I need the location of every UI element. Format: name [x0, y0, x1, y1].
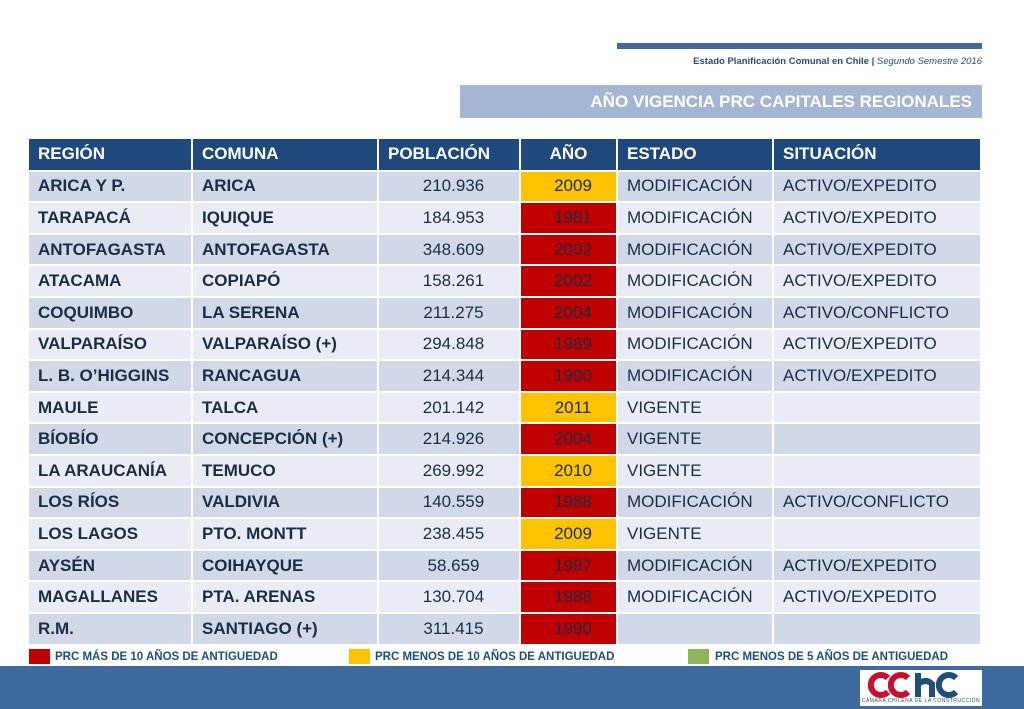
cell-region: COQUIMBO — [29, 297, 192, 329]
column-header-estado: ESTADO — [617, 139, 773, 171]
table-row — [29, 360, 981, 392]
cell-situacion: ACTIVO/EXPEDITO — [773, 329, 981, 361]
cell-region: L. B. O’HIGGINS — [29, 360, 192, 392]
cell-situacion: ACTIVO/EXPEDITO — [773, 171, 981, 203]
cell-situacion: ACTIVO/EXPEDITO — [773, 234, 981, 266]
cell-poblacion: 294.848 — [378, 329, 520, 361]
cell-comuna: PTO. MONTT — [192, 518, 378, 550]
cell-region: MAULE — [29, 392, 192, 424]
footer-bar — [0, 666, 1024, 709]
cell-region: LA ARAUCANÍA — [29, 455, 192, 487]
table-row — [29, 487, 981, 519]
cell-situacion — [773, 518, 981, 550]
cell-poblacion: 311.415 — [378, 613, 520, 645]
cell-estado: MODIFICACIÓN — [617, 487, 773, 519]
cell-situacion: ACTIVO/EXPEDITO — [773, 202, 981, 234]
cchc-logo — [860, 670, 982, 706]
cell-region: BÍOBÍO — [29, 423, 192, 455]
prc-table — [29, 139, 982, 646]
cell-region: MAGALLANES — [29, 581, 192, 613]
cell-poblacion: 211.275 — [378, 297, 520, 329]
cell-anio: 1990 — [520, 613, 617, 645]
cell-comuna: COIHAYQUE — [192, 550, 378, 582]
cell-anio: 2010 — [520, 455, 617, 487]
cell-region: ATACAMA — [29, 265, 192, 297]
column-header-situacion: SITUACIÓN — [773, 139, 981, 171]
cell-region: TARAPACÁ — [29, 202, 192, 234]
cell-poblacion: 238.455 — [378, 518, 520, 550]
cell-estado: VIGENTE — [617, 518, 773, 550]
cell-comuna: CONCEPCIÓN (+) — [192, 423, 378, 455]
cell-comuna: ARICA — [192, 171, 378, 203]
cell-estado: VIGENTE — [617, 423, 773, 455]
cell-region: LOS LAGOS — [29, 518, 192, 550]
legend-label-red: PRC MÁS DE 10 AÑOS DE ANTIGUEDAD — [55, 651, 278, 663]
table-row — [29, 392, 981, 424]
logo-tagline: CÁMARA CHILENA DE LA CONSTRUCCIÓN — [861, 698, 981, 704]
cell-estado: MODIFICACIÓN — [617, 550, 773, 582]
page-title: AÑO VIGENCIA PRC CAPITALES REGIONALES — [460, 85, 982, 118]
cell-comuna: VALPARAÍSO (+) — [192, 329, 378, 361]
cell-situacion — [773, 613, 981, 645]
cell-region: VALPARAÍSO — [29, 329, 192, 361]
cell-estado: VIGENTE — [617, 392, 773, 424]
cell-estado: MODIFICACIÓN — [617, 297, 773, 329]
table-row — [29, 329, 981, 361]
cell-comuna: TEMUCO — [192, 455, 378, 487]
cell-comuna: SANTIAGO (+) — [192, 613, 378, 645]
table-row — [29, 518, 981, 550]
cell-region: AYSÉN — [29, 550, 192, 582]
cell-situacion — [773, 455, 981, 487]
cell-anio: 2009 — [520, 518, 617, 550]
cell-situacion: ACTIVO/EXPEDITO — [773, 550, 981, 582]
header-accent-bar — [617, 43, 982, 49]
column-header-anio: AÑO — [520, 139, 617, 171]
cell-region: R.M. — [29, 613, 192, 645]
column-header-poblacion: POBLACIÓN — [378, 139, 520, 171]
table-row — [29, 171, 981, 203]
cell-anio: 1988 — [520, 487, 617, 519]
cell-region: ARICA Y P. — [29, 171, 192, 203]
cell-comuna: IQUIQUE — [192, 202, 378, 234]
cell-estado: MODIFICACIÓN — [617, 234, 773, 266]
cell-poblacion: 214.926 — [378, 423, 520, 455]
cell-poblacion: 269.992 — [378, 455, 520, 487]
cell-anio: 1997 — [520, 550, 617, 582]
table-row — [29, 297, 981, 329]
cell-anio: 1988 — [520, 581, 617, 613]
legend-swatch-red — [29, 649, 50, 664]
cell-comuna: RANCAGUA — [192, 360, 378, 392]
table-row — [29, 613, 981, 645]
table-row — [29, 423, 981, 455]
cell-anio: 2009 — [520, 171, 617, 203]
cell-situacion: ACTIVO/EXPEDITO — [773, 581, 981, 613]
cell-estado: MODIFICACIÓN — [617, 329, 773, 361]
legend-label-green: PRC MENOS DE 5 AÑOS DE ANTIGUEDAD — [715, 651, 949, 663]
legend-label-yellow: PRC MENOS DE 10 AÑOS DE ANTIGUEDAD — [375, 651, 615, 663]
cell-anio: 2004 — [520, 423, 617, 455]
cell-poblacion: 214.344 — [378, 360, 520, 392]
cell-poblacion: 348.609 — [378, 234, 520, 266]
cell-comuna: PTA. ARENAS — [192, 581, 378, 613]
cell-estado — [617, 613, 773, 645]
cell-estado: MODIFICACIÓN — [617, 171, 773, 203]
table-header-row — [29, 139, 981, 171]
legend — [0, 649, 1024, 665]
table-row — [29, 202, 981, 234]
document-subtitle: Estado Planificación Comunal en Chile | Segundo Semestre 2016 — [693, 56, 982, 67]
cell-region: ANTOFAGASTA — [29, 234, 192, 266]
cell-comuna: TALCA — [192, 392, 378, 424]
cell-situacion: ACTIVO/EXPEDITO — [773, 360, 981, 392]
table-row — [29, 234, 981, 266]
cell-anio: 1990 — [520, 360, 617, 392]
cell-comuna: VALDIVIA — [192, 487, 378, 519]
cell-estado: MODIFICACIÓN — [617, 265, 773, 297]
cell-estado: VIGENTE — [617, 455, 773, 487]
cell-situacion — [773, 392, 981, 424]
cell-anio: 1989 — [520, 329, 617, 361]
cell-anio: 2002 — [520, 265, 617, 297]
cell-comuna: ANTOFAGASTA — [192, 234, 378, 266]
cell-poblacion: 130.704 — [378, 581, 520, 613]
cell-poblacion: 210.936 — [378, 171, 520, 203]
cchc-logo-icon — [866, 672, 976, 698]
cell-anio: 2002 — [520, 234, 617, 266]
legend-swatch-yellow — [349, 649, 370, 664]
cell-region: LOS RÍOS — [29, 487, 192, 519]
cell-poblacion: 184.953 — [378, 202, 520, 234]
cell-poblacion: 140.559 — [378, 487, 520, 519]
cell-anio: 1981 — [520, 202, 617, 234]
cell-situacion — [773, 423, 981, 455]
cell-estado: MODIFICACIÓN — [617, 202, 773, 234]
cell-anio: 2011 — [520, 392, 617, 424]
table-row — [29, 265, 981, 297]
cell-comuna: COPIAPÓ — [192, 265, 378, 297]
cell-situacion: ACTIVO/CONFLICTO — [773, 487, 981, 519]
legend-swatch-green — [688, 649, 709, 664]
column-header-comuna: COMUNA — [192, 139, 378, 171]
cell-poblacion: 158.261 — [378, 265, 520, 297]
cell-poblacion: 201.142 — [378, 392, 520, 424]
cell-anio: 2004 — [520, 297, 617, 329]
cell-poblacion: 58.659 — [378, 550, 520, 582]
table-row — [29, 455, 981, 487]
cell-estado: MODIFICACIÓN — [617, 581, 773, 613]
column-header-region: REGIÓN — [29, 139, 192, 171]
cell-situacion: ACTIVO/EXPEDITO — [773, 265, 981, 297]
cell-comuna: LA SERENA — [192, 297, 378, 329]
table-row — [29, 581, 981, 613]
cell-situacion: ACTIVO/CONFLICTO — [773, 297, 981, 329]
table-row — [29, 550, 981, 582]
cell-estado: MODIFICACIÓN — [617, 360, 773, 392]
